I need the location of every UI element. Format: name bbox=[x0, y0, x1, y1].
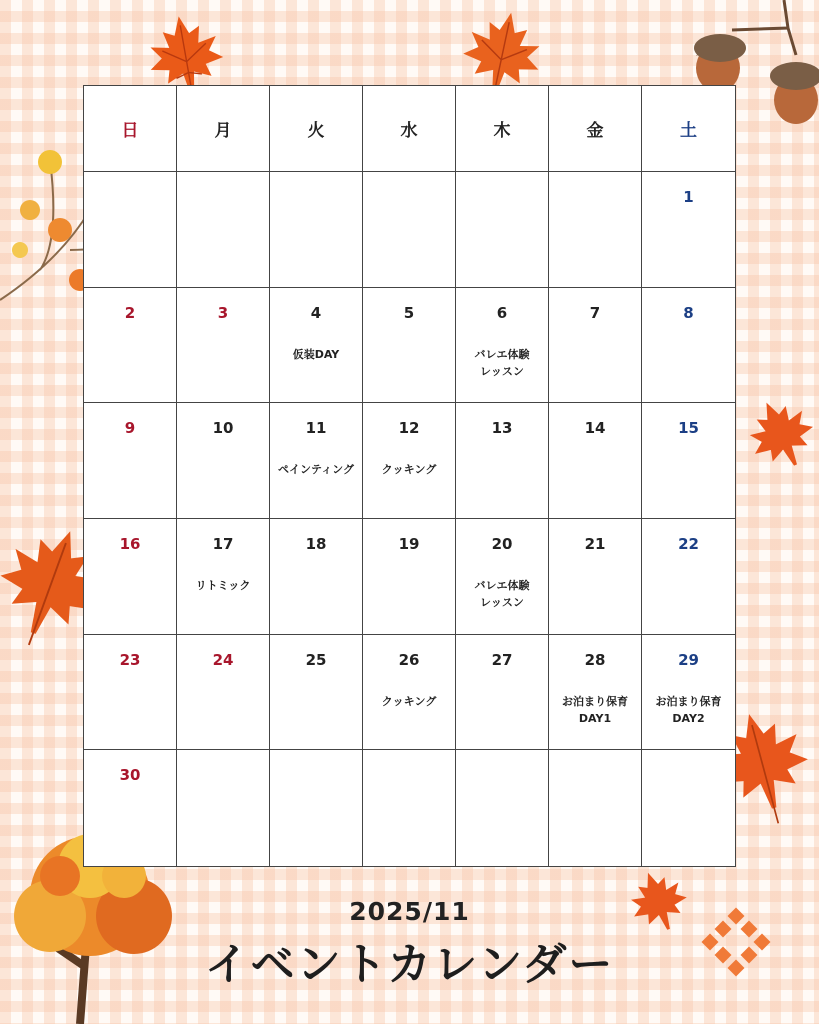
event-label: リトミック bbox=[195, 578, 251, 592]
day-number: 22 bbox=[678, 534, 699, 553]
day-cell[interactable] bbox=[456, 403, 549, 519]
day-number: 5 bbox=[403, 303, 415, 322]
day-number: 10 bbox=[212, 419, 234, 438]
day-number: 8 bbox=[683, 303, 694, 322]
weekday-header: 木 bbox=[456, 86, 549, 172]
day-number: 1 bbox=[683, 188, 694, 206]
event-label: クッキング bbox=[381, 694, 437, 708]
weekday-header: 火 bbox=[270, 86, 363, 172]
day-number: 7 bbox=[589, 303, 601, 322]
maple-leaf-icon bbox=[742, 386, 819, 486]
day-cell[interactable] bbox=[642, 172, 735, 288]
day-number: 27 bbox=[491, 650, 513, 669]
day-number: 30 bbox=[119, 766, 141, 785]
day-cell[interactable] bbox=[270, 519, 363, 635]
weekday-header: 日 bbox=[84, 86, 177, 172]
day-cell bbox=[642, 750, 735, 866]
day-cell[interactable] bbox=[642, 288, 735, 404]
day-cell[interactable] bbox=[549, 519, 642, 635]
day-cell[interactable] bbox=[456, 635, 549, 751]
day-cell bbox=[456, 172, 549, 288]
weekday-header: 土 bbox=[642, 86, 735, 172]
weekday-header: 水 bbox=[363, 86, 456, 172]
day-cell[interactable] bbox=[270, 635, 363, 751]
event-label: お泊まり保育 DAY1 bbox=[562, 694, 628, 725]
weekday-header: 金 bbox=[549, 86, 642, 172]
event-label: 仮装DAY bbox=[292, 347, 340, 361]
page-title: イベントカレンダー bbox=[204, 939, 615, 990]
event-label: バレエ体験 レッスン bbox=[474, 578, 530, 609]
event-label: バレエ体験 レッスン bbox=[474, 347, 530, 378]
day-cell[interactable] bbox=[456, 288, 549, 404]
calendar-grid bbox=[83, 85, 736, 867]
day-number: 25 bbox=[305, 650, 327, 669]
day-number: 2 bbox=[124, 303, 136, 322]
day-number: 4 bbox=[310, 303, 322, 322]
day-number: 18 bbox=[305, 534, 327, 553]
event-label: ペインティング bbox=[278, 463, 354, 477]
day-cell[interactable] bbox=[84, 635, 177, 751]
day-cell[interactable] bbox=[177, 403, 270, 519]
day-cell[interactable] bbox=[642, 635, 735, 751]
day-cell[interactable] bbox=[84, 403, 177, 519]
day-cell[interactable] bbox=[363, 519, 456, 635]
day-cell[interactable] bbox=[642, 403, 735, 519]
day-cell bbox=[363, 172, 456, 288]
day-cell bbox=[270, 172, 363, 288]
day-number: 17 bbox=[212, 534, 234, 553]
weekday-header: 月 bbox=[177, 86, 270, 172]
day-number: 9 bbox=[124, 419, 136, 438]
day-cell bbox=[84, 172, 177, 288]
day-number: 16 bbox=[119, 534, 141, 553]
day-cell[interactable] bbox=[270, 288, 363, 404]
day-number: 29 bbox=[678, 650, 699, 669]
day-cell[interactable] bbox=[363, 403, 456, 519]
day-cell[interactable] bbox=[270, 403, 363, 519]
day-cell[interactable] bbox=[84, 750, 177, 866]
day-cell bbox=[549, 172, 642, 288]
day-number: 28 bbox=[584, 650, 606, 669]
day-number: 3 bbox=[217, 303, 229, 322]
day-number: 14 bbox=[584, 419, 606, 438]
event-label: お泊まり保育 DAY2 bbox=[655, 694, 722, 725]
day-cell[interactable] bbox=[363, 288, 456, 404]
event-label: クッキング bbox=[381, 463, 437, 477]
day-number: 19 bbox=[398, 534, 420, 553]
day-cell[interactable] bbox=[642, 519, 735, 635]
day-cell[interactable] bbox=[549, 635, 642, 751]
day-number: 15 bbox=[678, 419, 699, 438]
day-number: 13 bbox=[491, 419, 513, 438]
day-cell bbox=[549, 750, 642, 866]
day-cell[interactable] bbox=[549, 403, 642, 519]
day-number: 21 bbox=[584, 534, 606, 553]
day-cell bbox=[270, 750, 363, 866]
day-cell[interactable] bbox=[549, 288, 642, 404]
day-cell bbox=[177, 172, 270, 288]
day-number: 26 bbox=[398, 650, 420, 669]
day-number: 20 bbox=[491, 534, 513, 553]
day-number: 6 bbox=[496, 303, 508, 322]
day-cell[interactable] bbox=[84, 288, 177, 404]
day-cell[interactable] bbox=[177, 635, 270, 751]
day-cell bbox=[363, 750, 456, 866]
day-number: 23 bbox=[119, 650, 141, 669]
day-cell bbox=[456, 750, 549, 866]
day-number: 11 bbox=[305, 419, 327, 438]
day-number: 12 bbox=[398, 419, 420, 438]
day-cell[interactable] bbox=[456, 519, 549, 635]
day-cell[interactable] bbox=[177, 519, 270, 635]
day-cell[interactable] bbox=[363, 635, 456, 751]
day-number: 24 bbox=[212, 650, 234, 669]
day-cell bbox=[177, 750, 270, 866]
year-month-label: 2025/11 bbox=[349, 897, 470, 926]
day-cell[interactable] bbox=[84, 519, 177, 635]
day-cell[interactable] bbox=[177, 288, 270, 404]
